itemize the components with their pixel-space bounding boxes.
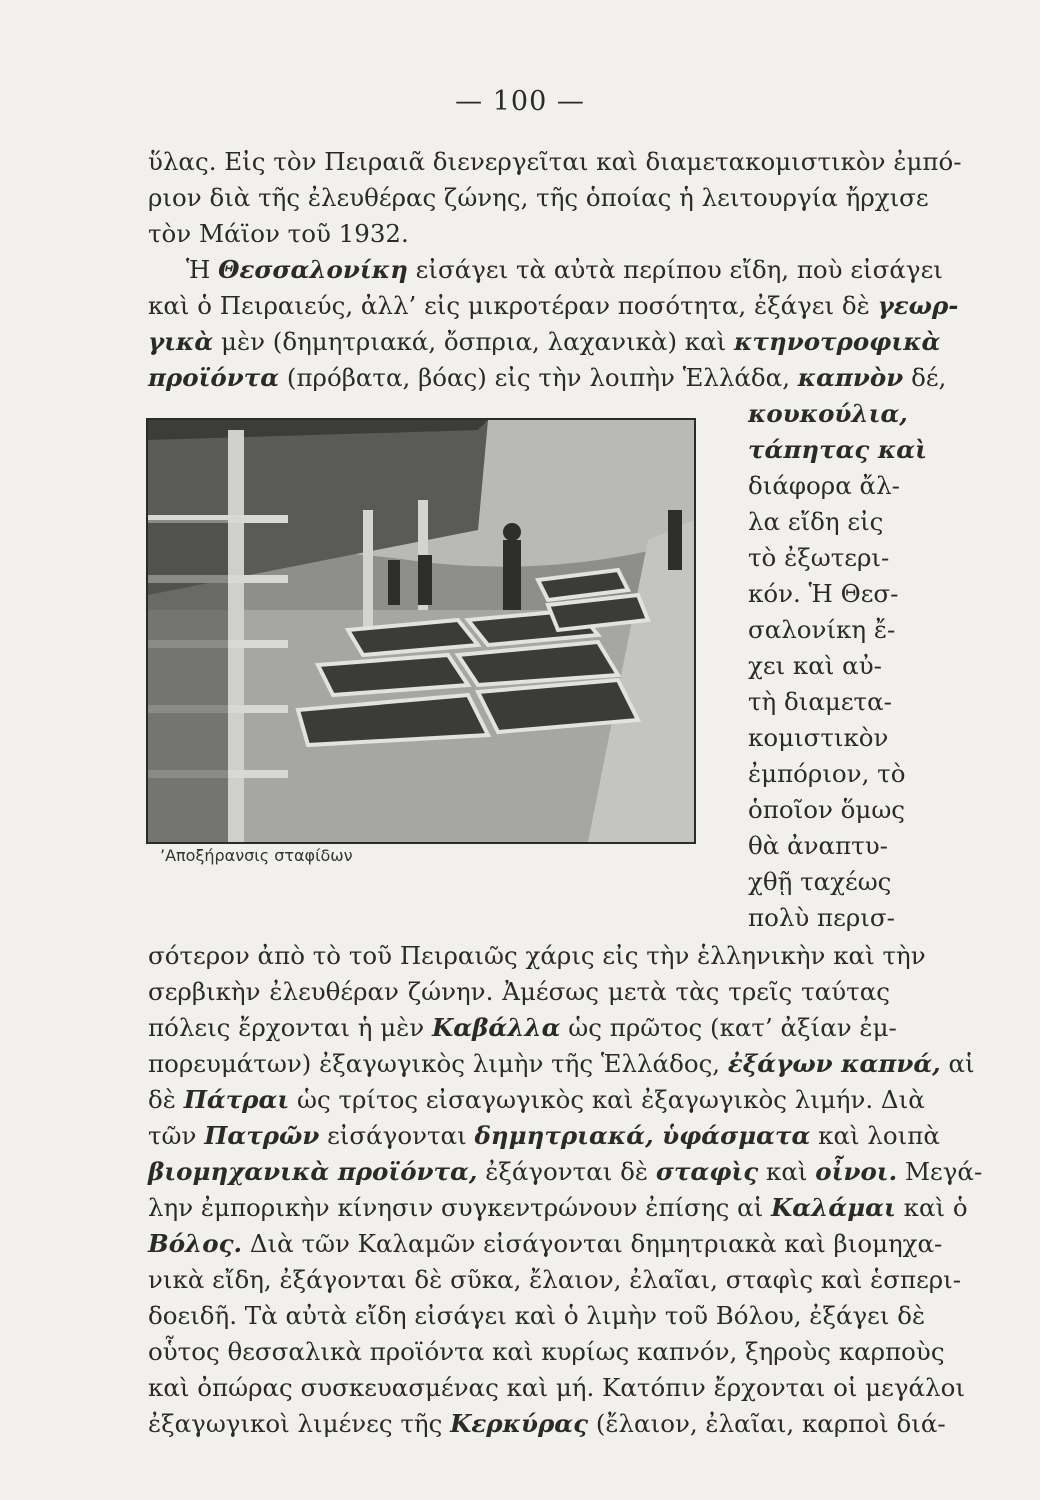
page-number: — 100 —: [455, 86, 585, 117]
raisin-drying-photo: [146, 418, 696, 844]
text-line: οὗτος θεσσαλικὰ προϊόντα καὶ κυρίως καπνόν, ξηροὺς καρποὺς: [148, 1337, 945, 1366]
figure-caption: ’Αποξήρανσις σταφίδων: [160, 846, 353, 865]
text-line: Ἡ Θεσσαλονίκη εἰσάγει τὰ αὐτὰ περίπου εἴδη, ποὺ εἰσάγει: [186, 255, 943, 284]
side-text-line: ὁποῖον ὅμως: [748, 795, 906, 824]
text-line: λην ἐμπορικὴν κίνησιν συγκεντρώνουν ἐπίσης αἱ Καλάμαι καὶ ὁ: [148, 1193, 968, 1222]
side-text-line: κομιστικὸν: [748, 723, 889, 752]
text-line: δοειδῆ. Τὰ αὐτὰ εἴδη εἰσάγει καὶ ὁ λιμὴν τοῦ Βόλου, ἐξάγει δὲ: [148, 1301, 926, 1330]
side-text-line: τάπητας καὶ: [748, 435, 927, 464]
text-line: γικὰ μὲν (δημητριακά, ὄσπρια, λαχανικὰ) καὶ κτηνοτροφικὰ: [148, 327, 941, 356]
side-text-line: τὸ ἐξωτερι-: [748, 543, 890, 572]
text-line: πορευμάτων) ἐξαγωγικὸς λιμὴν τῆς Ἑλλάδος, ἐξάγων καπνά, αἱ: [148, 1049, 975, 1078]
side-text-line: κόν. Ἡ Θεσ-: [748, 579, 899, 608]
text-line: τὸν Μάϊον τοῦ 1932.: [148, 219, 409, 248]
side-text-line: ἐμπόριον, τὸ: [748, 759, 906, 788]
side-text-line: διάφορα ἄλ-: [748, 471, 900, 500]
side-text-line: χθῇ ταχέως: [748, 867, 892, 896]
text-line: σότερον ἀπὸ τὸ τοῦ Πειραιῶς χάρις εἰς τὴν ἑλληνικὴν καὶ τὴν: [148, 941, 926, 970]
side-text-line: τὴ διαμετα-: [748, 687, 892, 716]
text-line: τῶν Πατρῶν εἰσάγονται δημητριακά, ὑφάσματα καὶ λοιπὰ: [148, 1121, 940, 1150]
side-text-line: θὰ ἀναπτυ-: [748, 831, 888, 860]
side-text-line: πολὺ περισ-: [748, 903, 895, 932]
text-line: σερβικὴν ἐλευθέραν ζώνην. Ἀμέσως μετὰ τὰς τρεῖς ταύτας: [148, 977, 890, 1006]
side-text-line: κουκούλια,: [748, 399, 908, 428]
text-line: βιομηχανικὰ προϊόντα, ἐξάγονται δὲ σταφὶς καὶ οἶνοι. Μεγά-: [148, 1157, 983, 1186]
text-line: πόλεις ἔρχονται ἡ μὲν Καβάλλα ὡς πρῶτος (κατ’ ἀξίαν ἐμ-: [148, 1013, 897, 1042]
text-line: δὲ Πάτραι ὡς τρίτος εἰσαγωγικὸς καὶ ἐξαγωγικὸς λιμήν. Διὰ: [148, 1085, 925, 1114]
text-line: ὕλας. Εἰς τὸν Πειραιᾶ διενεργεῖται καὶ διαμετακομιστικὸν ἐμπό-: [148, 147, 962, 176]
text-line: Βόλος. Διὰ τῶν Καλαμῶν εἰσάγονται δημητριακὰ καὶ βιομηχα-: [148, 1229, 943, 1258]
text-line: ἐξαγωγικοὶ λιμένες τῆς Κερκύρας (ἔλαιον, ἐλαῖαι, καρποὶ διά-: [148, 1409, 946, 1438]
side-text-line: σαλονίκη ἔ-: [748, 615, 896, 644]
text-line: νικὰ εἴδη, ἐξάγονται δὲ σῦκα, ἔλαιον, ἐλαῖαι, σταφὶς καὶ ἑσπερι-: [148, 1265, 962, 1294]
text-line: καὶ ὁ Πειραιεύς, ἀλλ’ εἰς μικροτέραν ποσότητα, ἐξάγει δὲ γεωρ-: [148, 291, 959, 320]
side-text-line: λα εἴδη εἰς: [748, 507, 884, 536]
side-text-line: χει καὶ αὐ-: [748, 651, 882, 680]
text-line: προϊόντα (πρόβατα, βόας) εἰς τὴν λοιπὴν Ἑλλάδα, καπνὸν δέ,: [148, 363, 947, 392]
photo-illustration: [148, 420, 694, 842]
text-line: καὶ ὀπώρας συσκευασμένας καὶ μή. Κατόπιν ἔρχονται οἱ μεγάλοι: [148, 1373, 965, 1402]
text-line: ριον διὰ τῆς ἐλευθέρας ζώνης, τῆς ὁποίας ἡ λειτουργία ἤρχισε: [148, 183, 929, 212]
